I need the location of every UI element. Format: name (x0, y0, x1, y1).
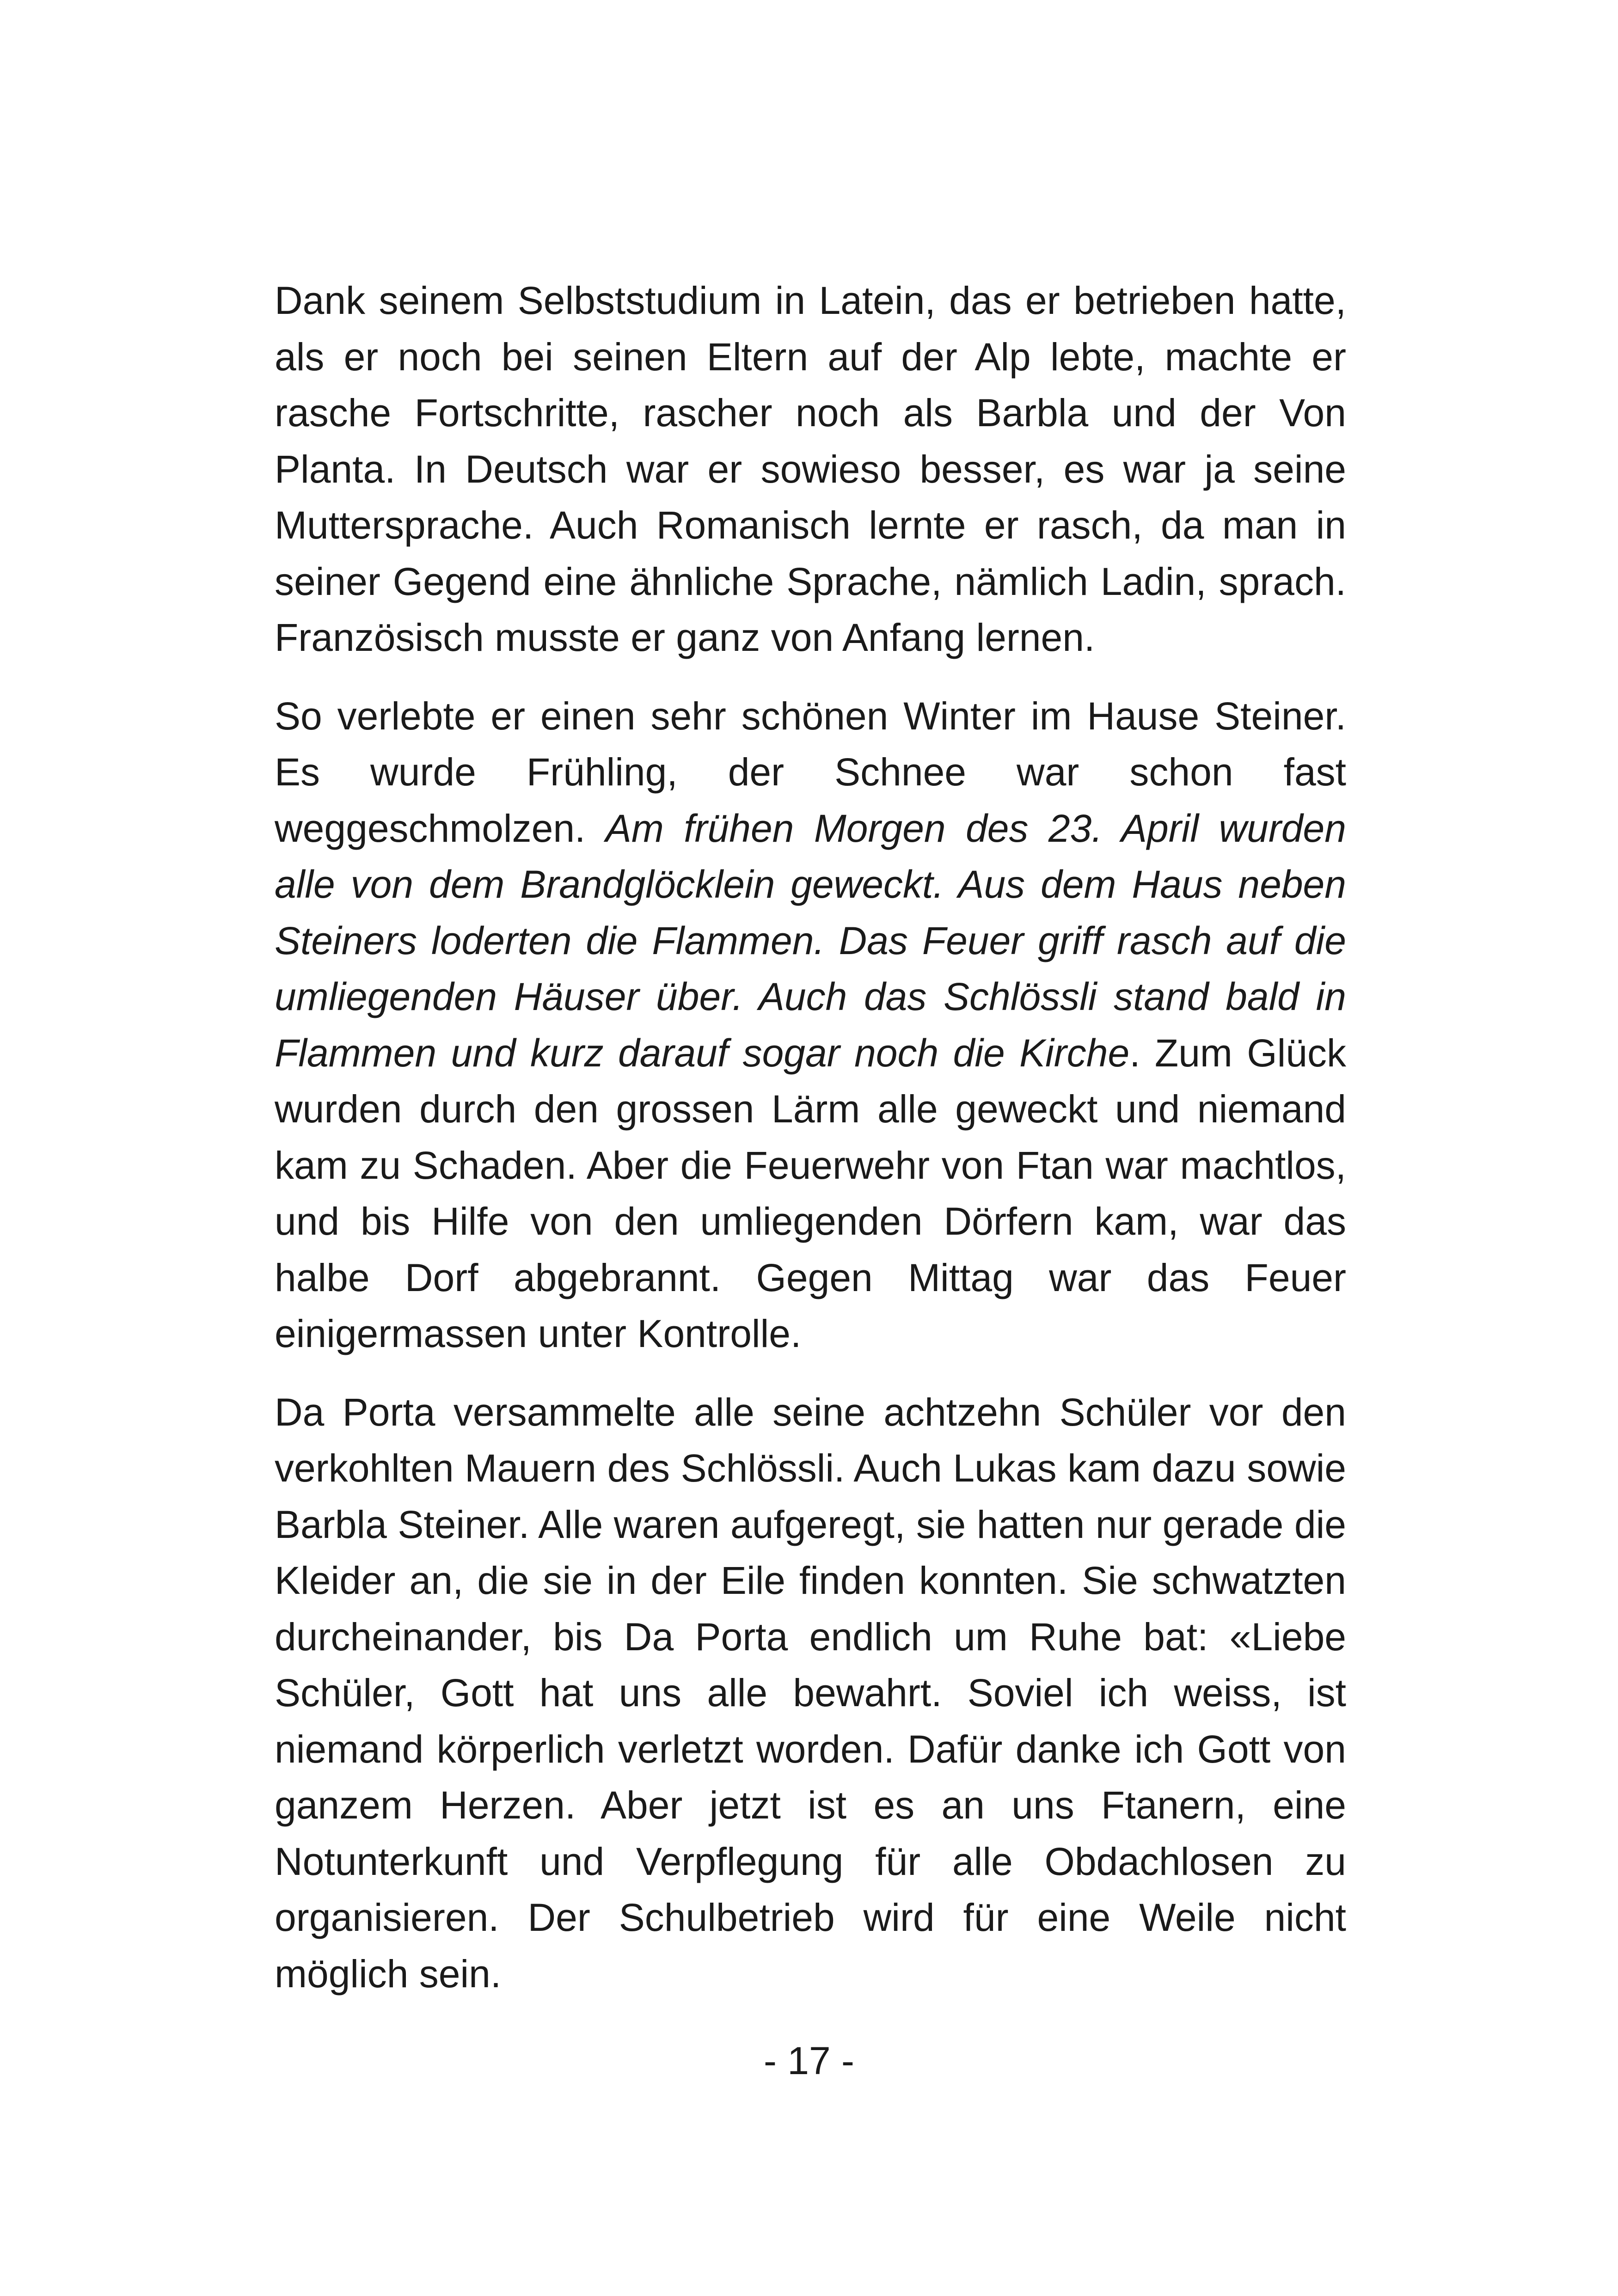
paragraph-2-text-end: . Zum Glück wurden durch den grossen Lärm alle geweckt und niemand kam zu Schaden. Aber die Feuerwehr von Ftan war machtlos, und bis Hilfe von den umliegenden Dörfern kam, war das halbe Dorf abgebrannt. Gegen Mittag war das Feuer einigermassen unter Kontrolle. (275, 1031, 1346, 1355)
page-number: - 17 - (763, 2039, 855, 2082)
paragraph-2-italic-passage: Am frühen Morgen des 23. April wurden alle von dem Brandglöcklein geweckt. Aus dem Haus neben Steiners loderten die Flammen. Das Feuer griff rasch auf die umliegenden Häuser über. Auch das Schlössli stand bald in Flammen und kurz darauf sogar noch die Kirche (275, 806, 1346, 1075)
paragraph-1-text: Dank seinem Selbststudium in Latein, das er betrieben hatte, als er noch bei seinen Eltern auf der Alp lebte, machte er rasche Fortschritte, rascher noch als Barbla und der Von Planta. In Deutsch war er sowieso besser, es war ja seine Muttersprache. Auch Romanisch lernte er rasch, da man in seiner Gegend eine ähnliche Sprache, nämlich Ladin, sprach. Französisch musste er ganz von Anfang lernen. (275, 279, 1346, 659)
paragraph-3 (275, 1384, 1346, 2002)
paragraph-1 (275, 273, 1346, 666)
paragraph-3-text: Da Porta versammelte alle seine achtzehn Schüler vor den verkohlten Mauern des Schlössli. Auch Lukas kam dazu sowie Barbla Steiner. Alle waren aufgeregt, sie hatten nur gerade die Kleider an, die sie in der Eile finden konnten. Sie schwatzten durcheinander, bis Da Porta endlich um Ruhe bat: «Liebe Schüler, Gott hat uns alle bewahrt. Soviel ich weiss, ist niemand körperlich verletzt worden. Dafür danke ich Gott von ganzem Herzen. Aber jetzt ist es an uns Ftanern, eine Notunterkunft und Verpflegung für alle Obdachlosen zu organisieren. Der Schulbetrieb wird für eine Weile nicht möglich sein. (275, 1390, 1346, 1996)
body-text (275, 273, 1346, 2002)
paragraph-2-text-start: So verlebte er einen sehr schönen Winter im Hause Steiner. Es wurde Frühling, der Schnee war schon fast weggeschmolzen. (275, 694, 1346, 850)
paragraph-2 (275, 688, 1346, 1362)
